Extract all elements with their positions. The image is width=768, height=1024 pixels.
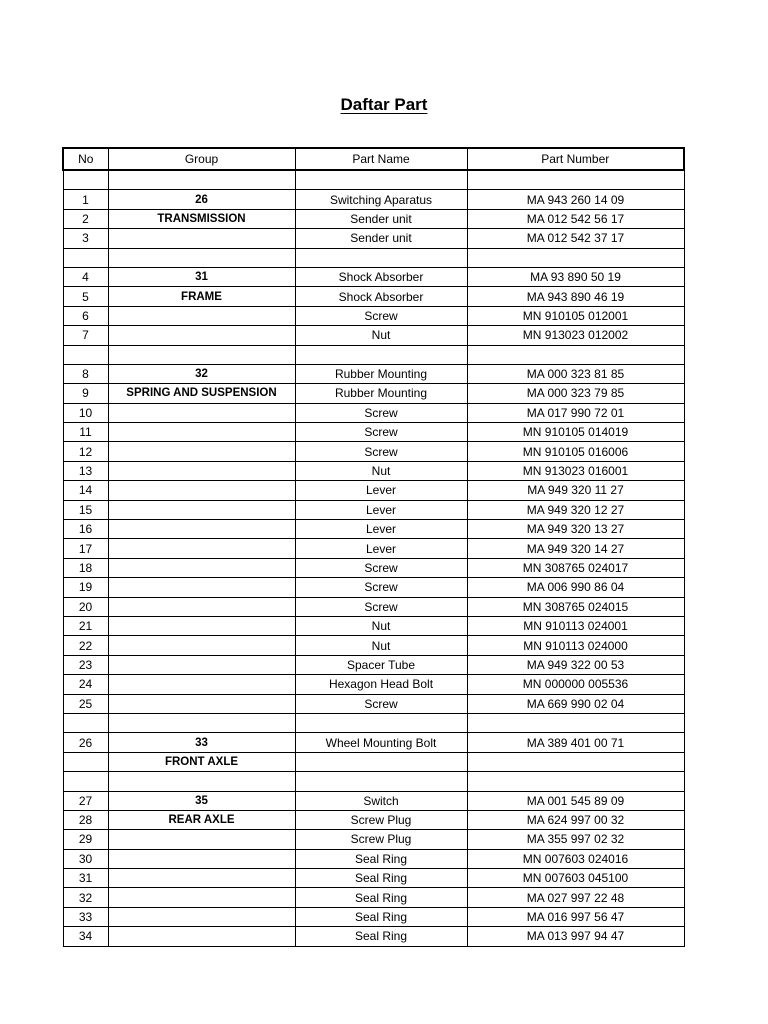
cell-part-name [295, 345, 467, 364]
cell-part-number: MA 949 320 13 27 [467, 520, 684, 539]
table-row [63, 636, 684, 655]
table-row [63, 209, 684, 228]
page-title [0, 95, 768, 115]
cell-part-number: MN 000000 005536 [467, 675, 684, 694]
cell-part-number [467, 248, 684, 267]
cell-part-name: Nut [295, 461, 467, 480]
table-row [63, 810, 684, 829]
cell-no: 5 [63, 287, 108, 306]
table-row [63, 752, 684, 771]
cell-no: 14 [63, 481, 108, 500]
cell-group [108, 888, 295, 907]
cell-no [63, 752, 108, 771]
cell-no: 30 [63, 849, 108, 868]
header-part-name: Part Name [295, 148, 467, 170]
cell-part-number: MA 000 323 79 85 [467, 384, 684, 403]
cell-no: 12 [63, 442, 108, 461]
cell-part-name: Nut [295, 326, 467, 345]
cell-group [108, 694, 295, 713]
cell-part-number: MA 943 260 14 09 [467, 190, 684, 209]
cell-part-name: Sender unit [295, 209, 467, 228]
header-group: Group [108, 148, 295, 170]
header-no: No [63, 148, 108, 170]
table-body [63, 170, 684, 946]
cell-group [108, 500, 295, 519]
table-row [63, 694, 684, 713]
cell-part-number: MN 007603 045100 [467, 869, 684, 888]
cell-part-number: MA 669 990 02 04 [467, 694, 684, 713]
cell-group [108, 229, 295, 248]
cell-part-number [467, 752, 684, 771]
cell-part-number: MN 910105 016006 [467, 442, 684, 461]
table-row [63, 364, 684, 383]
cell-part-number: MN 910113 024000 [467, 636, 684, 655]
cell-no: 17 [63, 539, 108, 558]
cell-part-name: Seal Ring [295, 888, 467, 907]
cell-no: 4 [63, 267, 108, 286]
table-row [63, 578, 684, 597]
table-row [63, 907, 684, 926]
table-row [63, 423, 684, 442]
cell-part-name: Nut [295, 636, 467, 655]
cell-group: 35 [108, 791, 295, 810]
cell-part-number: MA 949 320 11 27 [467, 481, 684, 500]
cell-part-name: Shock Absorber [295, 267, 467, 286]
cell-part-number [467, 713, 684, 732]
cell-no: 27 [63, 791, 108, 810]
cell-group: 26 [108, 190, 295, 209]
cell-part-name: Seal Ring [295, 869, 467, 888]
table-row [63, 675, 684, 694]
table-row [63, 248, 684, 267]
cell-part-name: Seal Ring [295, 907, 467, 926]
cell-no: 15 [63, 500, 108, 519]
cell-part-number: MA 949 322 00 53 [467, 655, 684, 674]
cell-no: 7 [63, 326, 108, 345]
table-row [63, 791, 684, 810]
cell-part-name: Lever [295, 520, 467, 539]
table-row [63, 713, 684, 732]
cell-group [108, 597, 295, 616]
cell-group [108, 713, 295, 732]
cell-group [108, 403, 295, 422]
cell-part-name: Hexagon Head Bolt [295, 675, 467, 694]
cell-no [63, 170, 108, 190]
cell-part-number: MA 012 542 37 17 [467, 229, 684, 248]
cell-part-number: MA 027 997 22 48 [467, 888, 684, 907]
cell-part-name: Seal Ring [295, 849, 467, 868]
cell-part-name: Switching Aparatus [295, 190, 467, 209]
cell-part-name: Wheel Mounting Bolt [295, 733, 467, 752]
cell-part-number [467, 772, 684, 791]
cell-no: 25 [63, 694, 108, 713]
cell-group [108, 869, 295, 888]
cell-part-name: Screw [295, 578, 467, 597]
table-row [63, 539, 684, 558]
cell-no: 26 [63, 733, 108, 752]
cell-group [108, 345, 295, 364]
table-row [63, 830, 684, 849]
cell-part-name: Screw Plug [295, 830, 467, 849]
cell-no: 6 [63, 306, 108, 325]
cell-no [63, 713, 108, 732]
cell-part-number: MN 913023 012002 [467, 326, 684, 345]
cell-no: 1 [63, 190, 108, 209]
cell-part-number: MA 624 997 00 32 [467, 810, 684, 829]
cell-no: 29 [63, 830, 108, 849]
cell-no: 28 [63, 810, 108, 829]
cell-group: TRANSMISSION [108, 209, 295, 228]
table-row [63, 326, 684, 345]
cell-part-number: MA 017 990 72 01 [467, 403, 684, 422]
cell-part-number: MA 006 990 86 04 [467, 578, 684, 597]
cell-group: 31 [108, 267, 295, 286]
cell-group [108, 481, 295, 500]
cell-no: 34 [63, 927, 108, 946]
cell-no: 9 [63, 384, 108, 403]
cell-group [108, 636, 295, 655]
cell-no: 2 [63, 209, 108, 228]
cell-part-name: Screw [295, 694, 467, 713]
table-row [63, 558, 684, 577]
cell-part-number: MN 913023 016001 [467, 461, 684, 480]
table-row [63, 306, 684, 325]
table-row [63, 655, 684, 674]
table-row [63, 384, 684, 403]
cell-part-number: MN 910105 012001 [467, 306, 684, 325]
cell-part-name [295, 170, 467, 190]
table-row [63, 345, 684, 364]
cell-part-name: Lever [295, 500, 467, 519]
cell-part-number: MN 308765 024015 [467, 597, 684, 616]
cell-group: FRONT AXLE [108, 752, 295, 771]
cell-part-number [467, 170, 684, 190]
table-row [63, 403, 684, 422]
cell-part-name: Sender unit [295, 229, 467, 248]
header-part-number: Part Number [467, 148, 684, 170]
cell-no [63, 248, 108, 267]
cell-part-number: MA 943 890 46 19 [467, 287, 684, 306]
page-title-text: Daftar Part [340, 95, 428, 114]
cell-group [108, 423, 295, 442]
table-row [63, 267, 684, 286]
table-row [63, 927, 684, 946]
table-row [63, 849, 684, 868]
cell-part-name [295, 752, 467, 771]
cell-group: SPRING AND SUSPENSION [108, 384, 295, 403]
table-row [63, 869, 684, 888]
cell-no: 21 [63, 616, 108, 635]
cell-part-name: Screw [295, 597, 467, 616]
cell-part-name: Screw Plug [295, 810, 467, 829]
table-row [63, 481, 684, 500]
cell-no: 18 [63, 558, 108, 577]
cell-part-number: MA 355 997 02 32 [467, 830, 684, 849]
cell-part-name: Screw [295, 403, 467, 422]
cell-group [108, 248, 295, 267]
table-row [63, 597, 684, 616]
cell-part-number: MA 000 323 81 85 [467, 364, 684, 383]
cell-part-name: Screw [295, 558, 467, 577]
cell-group [108, 461, 295, 480]
cell-part-number: MA 016 997 56 47 [467, 907, 684, 926]
cell-group [108, 772, 295, 791]
cell-group: 33 [108, 733, 295, 752]
cell-part-number: MA 389 401 00 71 [467, 733, 684, 752]
cell-part-name: Seal Ring [295, 927, 467, 946]
table-row [63, 287, 684, 306]
cell-part-name: Switch [295, 791, 467, 810]
cell-group [108, 675, 295, 694]
cell-no: 31 [63, 869, 108, 888]
cell-group [108, 907, 295, 926]
cell-group [108, 578, 295, 597]
cell-part-name: Screw [295, 423, 467, 442]
cell-part-number: MA 001 545 89 09 [467, 791, 684, 810]
cell-part-number: MA 013 997 94 47 [467, 927, 684, 946]
cell-no: 11 [63, 423, 108, 442]
cell-group [108, 616, 295, 635]
cell-group [108, 655, 295, 674]
cell-part-name [295, 248, 467, 267]
cell-part-name [295, 772, 467, 791]
table-row [63, 772, 684, 791]
cell-no: 32 [63, 888, 108, 907]
cell-part-number: MN 308765 024017 [467, 558, 684, 577]
table-row [63, 461, 684, 480]
cell-no: 3 [63, 229, 108, 248]
cell-group [108, 520, 295, 539]
cell-group [108, 170, 295, 190]
cell-group [108, 326, 295, 345]
table-row [63, 888, 684, 907]
cell-group [108, 442, 295, 461]
cell-no: 16 [63, 520, 108, 539]
cell-no: 24 [63, 675, 108, 694]
cell-part-number: MN 910105 014019 [467, 423, 684, 442]
cell-part-name: Lever [295, 539, 467, 558]
cell-part-name: Screw [295, 442, 467, 461]
table-row [63, 442, 684, 461]
cell-part-name: Shock Absorber [295, 287, 467, 306]
cell-part-number: MA 012 542 56 17 [467, 209, 684, 228]
table-row [63, 500, 684, 519]
cell-no: 13 [63, 461, 108, 480]
cell-part-number: MN 910113 024001 [467, 616, 684, 635]
cell-no: 20 [63, 597, 108, 616]
cell-no [63, 772, 108, 791]
table-row [63, 229, 684, 248]
cell-part-name: Nut [295, 616, 467, 635]
cell-no: 19 [63, 578, 108, 597]
table-row [63, 733, 684, 752]
cell-no: 10 [63, 403, 108, 422]
parts-table [62, 147, 685, 947]
cell-part-number: MA 949 320 14 27 [467, 539, 684, 558]
cell-part-name: Spacer Tube [295, 655, 467, 674]
cell-part-name: Screw [295, 306, 467, 325]
table-row [63, 190, 684, 209]
cell-part-number: MA 93 890 50 19 [467, 267, 684, 286]
cell-group: REAR AXLE [108, 810, 295, 829]
cell-no [63, 345, 108, 364]
cell-part-name: Rubber Mounting [295, 384, 467, 403]
cell-no: 22 [63, 636, 108, 655]
cell-group [108, 306, 295, 325]
cell-group [108, 927, 295, 946]
cell-no: 23 [63, 655, 108, 674]
cell-group [108, 830, 295, 849]
table-row [63, 616, 684, 635]
cell-part-name [295, 713, 467, 732]
cell-part-name: Lever [295, 481, 467, 500]
table-row [63, 520, 684, 539]
cell-part-number: MA 949 320 12 27 [467, 500, 684, 519]
cell-part-name: Rubber Mounting [295, 364, 467, 383]
cell-group [108, 849, 295, 868]
cell-part-number [467, 345, 684, 364]
cell-group [108, 539, 295, 558]
cell-no: 33 [63, 907, 108, 926]
cell-group: 32 [108, 364, 295, 383]
cell-part-number: MN 007603 024016 [467, 849, 684, 868]
table-header-row [63, 148, 684, 170]
cell-group: FRAME [108, 287, 295, 306]
cell-no: 8 [63, 364, 108, 383]
cell-group [108, 558, 295, 577]
table-row [63, 170, 684, 190]
